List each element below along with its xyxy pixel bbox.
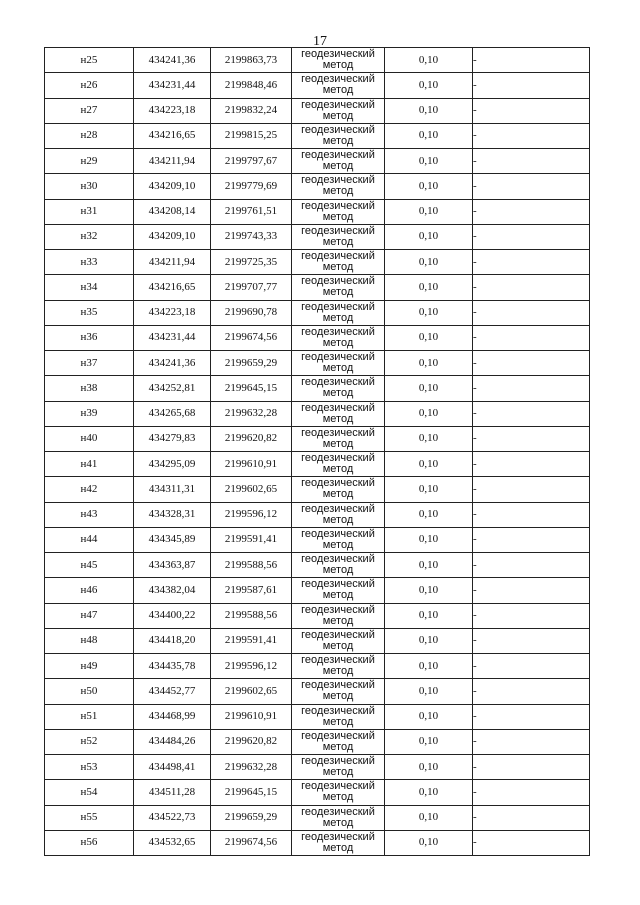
- accuracy-cell: 0,10: [385, 174, 473, 199]
- y-coordinate-cell: 2199588,56: [211, 603, 292, 628]
- y-coordinate-cell: 2199815,25: [211, 123, 292, 148]
- method-line-1: геодезический: [301, 376, 375, 389]
- accuracy-cell: 0,10: [385, 452, 473, 477]
- method-line-2: метод: [322, 286, 354, 299]
- y-coordinate-cell: 2199674,56: [211, 325, 292, 350]
- y-coordinate-cell: 2199645,15: [211, 376, 292, 401]
- y-coordinate-cell: 2199779,69: [211, 174, 292, 199]
- method-line-1: геодезический: [301, 250, 375, 263]
- method-cell: [292, 250, 385, 275]
- method-line-1: геодезический: [301, 578, 375, 591]
- y-coordinate-cell: 2199848,46: [211, 73, 292, 98]
- description-cell: -: [473, 73, 590, 98]
- table-row: [45, 729, 590, 754]
- x-coordinate-cell: 434223,18: [134, 300, 211, 325]
- x-coordinate-cell: 434211,94: [134, 250, 211, 275]
- point-id-cell: н56: [45, 830, 134, 855]
- method-line-1: геодезический: [301, 401, 375, 414]
- table-row: [45, 98, 590, 123]
- point-id-cell: н33: [45, 250, 134, 275]
- point-id-cell: н54: [45, 780, 134, 805]
- accuracy-cell: 0,10: [385, 729, 473, 754]
- accuracy-cell: 0,10: [385, 199, 473, 224]
- y-coordinate-cell: 2199743,33: [211, 224, 292, 249]
- description-cell: -: [473, 98, 590, 123]
- point-id-cell: н27: [45, 98, 134, 123]
- method-cell: [292, 199, 385, 224]
- x-coordinate-cell: 434382,04: [134, 578, 211, 603]
- table-row: [45, 224, 590, 249]
- method-cell: [292, 351, 385, 376]
- method-cell: [292, 654, 385, 679]
- description-cell: -: [473, 527, 590, 552]
- method-cell: [292, 704, 385, 729]
- accuracy-cell: 0,10: [385, 477, 473, 502]
- accuracy-cell: 0,10: [385, 805, 473, 830]
- method-line-2: метод: [322, 134, 354, 147]
- point-id-cell: н45: [45, 553, 134, 578]
- point-id-cell: н32: [45, 224, 134, 249]
- method-line-2: метод: [322, 513, 354, 526]
- method-line-2: метод: [322, 690, 354, 703]
- x-coordinate-cell: 434223,18: [134, 98, 211, 123]
- method-line-1: геодезический: [301, 654, 375, 667]
- table-row: [45, 654, 590, 679]
- y-coordinate-cell: 2199620,82: [211, 729, 292, 754]
- accuracy-cell: 0,10: [385, 426, 473, 451]
- description-cell: -: [473, 401, 590, 426]
- method-line-2: метод: [322, 715, 354, 728]
- point-id-cell: н25: [45, 48, 134, 73]
- y-coordinate-cell: 2199588,56: [211, 553, 292, 578]
- point-id-cell: н53: [45, 755, 134, 780]
- table-row: [45, 351, 590, 376]
- point-id-cell: н39: [45, 401, 134, 426]
- method-line-2: метод: [322, 362, 354, 375]
- y-coordinate-cell: 2199645,15: [211, 780, 292, 805]
- method-line-1: геодезический: [301, 73, 375, 86]
- method-line-1: геодезический: [301, 628, 375, 641]
- x-coordinate-cell: 434484,26: [134, 729, 211, 754]
- method-line-2: метод: [322, 463, 354, 476]
- x-coordinate-cell: 434418,20: [134, 628, 211, 653]
- method-line-2: метод: [322, 185, 354, 198]
- method-cell: [292, 477, 385, 502]
- description-cell: -: [473, 452, 590, 477]
- x-coordinate-cell: 434211,94: [134, 149, 211, 174]
- description-cell: -: [473, 174, 590, 199]
- accuracy-cell: 0,10: [385, 780, 473, 805]
- description-cell: -: [473, 704, 590, 729]
- accuracy-cell: 0,10: [385, 149, 473, 174]
- description-cell: -: [473, 553, 590, 578]
- table-row: [45, 553, 590, 578]
- description-cell: -: [473, 250, 590, 275]
- x-coordinate-cell: 434400,22: [134, 603, 211, 628]
- y-coordinate-cell: 2199610,91: [211, 704, 292, 729]
- y-coordinate-cell: 2199632,28: [211, 401, 292, 426]
- accuracy-cell: 0,10: [385, 300, 473, 325]
- method-line-1: геодезический: [301, 199, 375, 212]
- table-row: [45, 679, 590, 704]
- method-cell: [292, 123, 385, 148]
- method-line-2: метод: [322, 841, 354, 854]
- description-cell: -: [473, 603, 590, 628]
- method-line-1: геодезический: [301, 325, 375, 338]
- x-coordinate-cell: 434241,36: [134, 351, 211, 376]
- method-line-1: геодезический: [301, 351, 375, 364]
- method-cell: [292, 376, 385, 401]
- method-line-1: геодезический: [301, 224, 375, 237]
- description-cell: -: [473, 830, 590, 855]
- table-row: [45, 805, 590, 830]
- accuracy-cell: 0,10: [385, 98, 473, 123]
- method-cell: [292, 98, 385, 123]
- point-id-cell: н41: [45, 452, 134, 477]
- x-coordinate-cell: 434231,44: [134, 73, 211, 98]
- x-coordinate-cell: 434532,65: [134, 830, 211, 855]
- point-id-cell: н29: [45, 149, 134, 174]
- method-cell: [292, 527, 385, 552]
- table-row: [45, 452, 590, 477]
- point-id-cell: н55: [45, 805, 134, 830]
- x-coordinate-cell: 434511,28: [134, 780, 211, 805]
- method-cell: [292, 401, 385, 426]
- point-id-cell: н51: [45, 704, 134, 729]
- point-id-cell: н31: [45, 199, 134, 224]
- method-cell: [292, 452, 385, 477]
- table-row: [45, 704, 590, 729]
- table-row: [45, 401, 590, 426]
- x-coordinate-cell: 434363,87: [134, 553, 211, 578]
- coordinates-table: [44, 47, 590, 856]
- x-coordinate-cell: 434468,99: [134, 704, 211, 729]
- method-cell: [292, 275, 385, 300]
- method-line-1: геодезический: [301, 477, 375, 490]
- method-line-2: метод: [322, 740, 354, 753]
- table-row: [45, 628, 590, 653]
- description-cell: -: [473, 300, 590, 325]
- table-row: [45, 123, 590, 148]
- x-coordinate-cell: 434328,31: [134, 502, 211, 527]
- method-cell: [292, 755, 385, 780]
- method-line-1: геодезический: [301, 98, 375, 111]
- method-line-1: геодезический: [301, 123, 375, 136]
- method-line-1: геодезический: [301, 755, 375, 768]
- method-cell: [292, 73, 385, 98]
- table-row: [45, 300, 590, 325]
- accuracy-cell: 0,10: [385, 401, 473, 426]
- accuracy-cell: 0,10: [385, 351, 473, 376]
- y-coordinate-cell: 2199832,24: [211, 98, 292, 123]
- method-line-2: метод: [322, 59, 354, 72]
- accuracy-cell: 0,10: [385, 704, 473, 729]
- method-line-1: геодезический: [301, 502, 375, 515]
- method-line-1: геодезический: [301, 729, 375, 742]
- method-line-2: метод: [322, 210, 354, 223]
- y-coordinate-cell: 2199761,51: [211, 199, 292, 224]
- point-id-cell: н38: [45, 376, 134, 401]
- method-line-1: геодезический: [301, 830, 375, 843]
- method-cell: [292, 780, 385, 805]
- method-line-2: метод: [322, 639, 354, 652]
- method-line-2: метод: [322, 538, 354, 551]
- accuracy-cell: 0,10: [385, 679, 473, 704]
- x-coordinate-cell: 434208,14: [134, 199, 211, 224]
- x-coordinate-cell: 434345,89: [134, 527, 211, 552]
- description-cell: -: [473, 805, 590, 830]
- y-coordinate-cell: 2199632,28: [211, 755, 292, 780]
- table-row: [45, 199, 590, 224]
- y-coordinate-cell: 2199591,41: [211, 527, 292, 552]
- method-cell: [292, 48, 385, 73]
- method-line-1: геодезический: [301, 149, 375, 162]
- description-cell: -: [473, 780, 590, 805]
- table-row: [45, 780, 590, 805]
- table-row: [45, 149, 590, 174]
- method-line-1: геодезический: [301, 48, 375, 61]
- table-row: [45, 527, 590, 552]
- method-line-2: метод: [322, 261, 354, 274]
- point-id-cell: н42: [45, 477, 134, 502]
- method-cell: [292, 224, 385, 249]
- method-line-2: метод: [322, 160, 354, 173]
- method-line-2: метод: [322, 235, 354, 248]
- accuracy-cell: 0,10: [385, 830, 473, 855]
- description-cell: -: [473, 123, 590, 148]
- table-row: [45, 275, 590, 300]
- description-cell: -: [473, 477, 590, 502]
- table-row: [45, 578, 590, 603]
- method-cell: [292, 300, 385, 325]
- method-line-1: геодезический: [301, 704, 375, 717]
- method-line-2: метод: [322, 816, 354, 829]
- y-coordinate-cell: 2199602,65: [211, 477, 292, 502]
- point-id-cell: н48: [45, 628, 134, 653]
- method-cell: [292, 628, 385, 653]
- point-id-cell: н49: [45, 654, 134, 679]
- method-line-1: геодезический: [301, 679, 375, 692]
- accuracy-cell: 0,10: [385, 628, 473, 653]
- table-row: [45, 250, 590, 275]
- method-line-2: метод: [322, 387, 354, 400]
- y-coordinate-cell: 2199707,77: [211, 275, 292, 300]
- table-row: [45, 48, 590, 73]
- y-coordinate-cell: 2199797,67: [211, 149, 292, 174]
- table-row: [45, 502, 590, 527]
- accuracy-cell: 0,10: [385, 603, 473, 628]
- point-id-cell: н37: [45, 351, 134, 376]
- method-line-1: геодезический: [301, 174, 375, 187]
- x-coordinate-cell: 434295,09: [134, 452, 211, 477]
- table-row: [45, 174, 590, 199]
- method-line-1: геодезический: [301, 603, 375, 616]
- table-row: [45, 477, 590, 502]
- accuracy-cell: 0,10: [385, 73, 473, 98]
- table-row: [45, 603, 590, 628]
- description-cell: -: [473, 149, 590, 174]
- x-coordinate-cell: 434216,65: [134, 123, 211, 148]
- y-coordinate-cell: 2199863,73: [211, 48, 292, 73]
- x-coordinate-cell: 434435,78: [134, 654, 211, 679]
- y-coordinate-cell: 2199725,35: [211, 250, 292, 275]
- method-line-2: метод: [322, 311, 354, 324]
- point-id-cell: н52: [45, 729, 134, 754]
- method-cell: [292, 830, 385, 855]
- point-id-cell: н47: [45, 603, 134, 628]
- y-coordinate-cell: 2199690,78: [211, 300, 292, 325]
- method-line-2: метод: [322, 766, 354, 779]
- table-row: [45, 426, 590, 451]
- y-coordinate-cell: 2199659,29: [211, 805, 292, 830]
- method-cell: [292, 149, 385, 174]
- description-cell: -: [473, 679, 590, 704]
- table-row: [45, 73, 590, 98]
- accuracy-cell: 0,10: [385, 123, 473, 148]
- description-cell: -: [473, 351, 590, 376]
- description-cell: -: [473, 729, 590, 754]
- y-coordinate-cell: 2199596,12: [211, 502, 292, 527]
- table-row: [45, 755, 590, 780]
- method-cell: [292, 805, 385, 830]
- description-cell: -: [473, 224, 590, 249]
- point-id-cell: н46: [45, 578, 134, 603]
- x-coordinate-cell: 434252,81: [134, 376, 211, 401]
- method-line-2: метод: [322, 109, 354, 122]
- method-cell: [292, 502, 385, 527]
- description-cell: -: [473, 376, 590, 401]
- y-coordinate-cell: 2199587,61: [211, 578, 292, 603]
- accuracy-cell: 0,10: [385, 250, 473, 275]
- method-line-2: метод: [322, 791, 354, 804]
- method-line-2: метод: [322, 84, 354, 97]
- point-id-cell: н26: [45, 73, 134, 98]
- y-coordinate-cell: 2199596,12: [211, 654, 292, 679]
- accuracy-cell: 0,10: [385, 578, 473, 603]
- coordinates-table-body: [45, 48, 590, 856]
- accuracy-cell: 0,10: [385, 325, 473, 350]
- table-row: [45, 325, 590, 350]
- y-coordinate-cell: 2199659,29: [211, 351, 292, 376]
- accuracy-cell: 0,10: [385, 376, 473, 401]
- x-coordinate-cell: 434241,36: [134, 48, 211, 73]
- page-number: 17: [313, 34, 327, 49]
- x-coordinate-cell: 434231,44: [134, 325, 211, 350]
- method-line-1: геодезический: [301, 805, 375, 818]
- point-id-cell: н34: [45, 275, 134, 300]
- point-id-cell: н36: [45, 325, 134, 350]
- table-row: [45, 830, 590, 855]
- x-coordinate-cell: 434452,77: [134, 679, 211, 704]
- method-line-2: метод: [322, 589, 354, 602]
- y-coordinate-cell: 2199591,41: [211, 628, 292, 653]
- description-cell: -: [473, 426, 590, 451]
- accuracy-cell: 0,10: [385, 224, 473, 249]
- method-cell: [292, 426, 385, 451]
- description-cell: -: [473, 275, 590, 300]
- method-line-1: геодезический: [301, 527, 375, 540]
- description-cell: -: [473, 325, 590, 350]
- method-cell: [292, 578, 385, 603]
- method-line-1: геодезический: [301, 426, 375, 439]
- point-id-cell: н40: [45, 426, 134, 451]
- y-coordinate-cell: 2199674,56: [211, 830, 292, 855]
- method-line-2: метод: [322, 437, 354, 450]
- x-coordinate-cell: 434522,73: [134, 805, 211, 830]
- method-line-2: метод: [322, 412, 354, 425]
- x-coordinate-cell: 434265,68: [134, 401, 211, 426]
- accuracy-cell: 0,10: [385, 654, 473, 679]
- accuracy-cell: 0,10: [385, 755, 473, 780]
- method-line-2: метод: [322, 336, 354, 349]
- method-line-2: метод: [322, 564, 354, 577]
- point-id-cell: н28: [45, 123, 134, 148]
- method-cell: [292, 603, 385, 628]
- x-coordinate-cell: 434209,10: [134, 224, 211, 249]
- method-cell: [292, 553, 385, 578]
- method-line-2: метод: [322, 488, 354, 501]
- method-line-2: метод: [322, 665, 354, 678]
- description-cell: -: [473, 654, 590, 679]
- point-id-cell: н50: [45, 679, 134, 704]
- method-line-2: метод: [322, 614, 354, 627]
- method-line-1: геодезический: [301, 780, 375, 793]
- x-coordinate-cell: 434311,31: [134, 477, 211, 502]
- point-id-cell: н44: [45, 527, 134, 552]
- y-coordinate-cell: 2199620,82: [211, 426, 292, 451]
- x-coordinate-cell: 434216,65: [134, 275, 211, 300]
- method-line-1: геодезический: [301, 553, 375, 566]
- method-line-1: геодезический: [301, 452, 375, 465]
- description-cell: -: [473, 578, 590, 603]
- point-id-cell: н35: [45, 300, 134, 325]
- description-cell: -: [473, 628, 590, 653]
- x-coordinate-cell: 434279,83: [134, 426, 211, 451]
- description-cell: -: [473, 755, 590, 780]
- x-coordinate-cell: 434209,10: [134, 174, 211, 199]
- method-cell: [292, 729, 385, 754]
- accuracy-cell: 0,10: [385, 553, 473, 578]
- x-coordinate-cell: 434498,41: [134, 755, 211, 780]
- accuracy-cell: 0,10: [385, 48, 473, 73]
- description-cell: -: [473, 502, 590, 527]
- method-cell: [292, 174, 385, 199]
- method-line-1: геодезический: [301, 275, 375, 288]
- description-cell: -: [473, 48, 590, 73]
- y-coordinate-cell: 2199602,65: [211, 679, 292, 704]
- method-cell: [292, 325, 385, 350]
- method-cell: [292, 679, 385, 704]
- accuracy-cell: 0,10: [385, 502, 473, 527]
- table-row: [45, 376, 590, 401]
- accuracy-cell: 0,10: [385, 275, 473, 300]
- method-line-1: геодезический: [301, 300, 375, 313]
- accuracy-cell: 0,10: [385, 527, 473, 552]
- point-id-cell: н30: [45, 174, 134, 199]
- description-cell: -: [473, 199, 590, 224]
- point-id-cell: н43: [45, 502, 134, 527]
- y-coordinate-cell: 2199610,91: [211, 452, 292, 477]
